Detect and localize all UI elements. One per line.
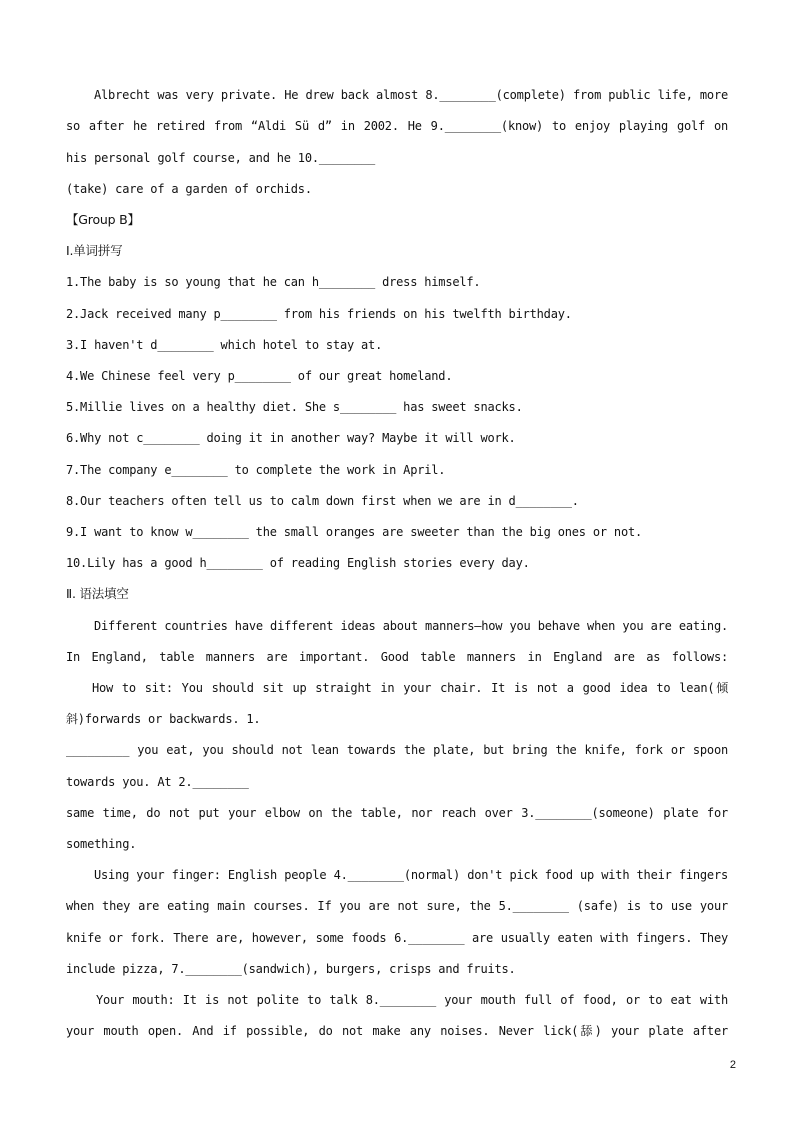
passage-line: Different countries have different ideas about manners—how you behave when you are eating.	[94, 619, 728, 633]
passage-line: knife or fork. There are, however, some foods 6.________ are usually eaten with fingers. They	[66, 931, 728, 945]
exercise-item: 9.I want to know w________ the small oranges are sweeter than the big ones or not.	[66, 525, 643, 539]
passage-line: How to sit: You should sit up straight in your chair. It is not a good idea to lean(倾	[92, 681, 728, 695]
passage-line: include pizza, 7.________(sandwich), burgers, crisps and fruits.	[66, 962, 516, 976]
exercise-item: 2.Jack received many p________ from his friends on his twelfth birthday.	[66, 307, 572, 321]
exercise-item: 1.The baby is so young that he can h________ dress himself.	[66, 275, 481, 289]
exercise-item: 6.Why not c________ doing it in another way? Maybe it will work.	[66, 431, 516, 445]
exercise-item: 5.Millie lives on a healthy diet. She s________ has sweet snacks.	[66, 400, 523, 414]
paragraph-line: (take) care of a garden of orchids.	[66, 182, 312, 196]
exercise-item: 10.Lily has a good h________ of reading English stories every day.	[66, 556, 530, 570]
page-number: 2	[729, 1059, 736, 1071]
section-2-title: Ⅱ. 语法填空	[66, 586, 129, 601]
exercise-item: 4.We Chinese feel very p________ of our great homeland.	[66, 369, 453, 383]
passage-line: In England, table manners are important. Good table manners in England are as follows:	[66, 650, 728, 664]
exercise-item: 3.I haven't d________ which hotel to stay at.	[66, 338, 383, 352]
exercise-item: 7.The company e________ to complete the work in April.	[66, 463, 446, 477]
passage-line: Your mouth: It is not polite to talk 8.________ your mouth full of food, or to eat with	[96, 993, 728, 1007]
paragraph-line: so after he retired from “Aldi Sü d” in 2002. He 9.________(know) to enjoy playing golf on	[66, 119, 728, 133]
section-1-title: Ⅰ.单词拼写	[66, 243, 123, 258]
paragraph-line: his personal golf course, and he 10.________	[66, 151, 376, 165]
group-b-title: 【Group B】	[66, 212, 140, 227]
passage-line: Using your finger: English people 4.________(normal) don't pick food up with their fingers	[94, 868, 728, 882]
passage-line: _________ you eat, you should not lean towards the plate, but bring the knife, fork or spoon	[66, 743, 728, 757]
passage-line: towards you. At 2.________	[66, 775, 249, 789]
passage-line: something.	[66, 837, 137, 851]
passage-line: 斜)forwards or backwards. 1.	[66, 712, 261, 726]
exercise-item: 8.Our teachers often tell us to calm down first when we are in d________.	[66, 494, 579, 508]
passage-line: when they are eating main courses. If you are not sure, the 5.________ (safe) is to use your	[66, 899, 728, 913]
paragraph-line: Albrecht was very private. He drew back almost 8.________(complete) from public life, more	[94, 88, 728, 102]
passage-line: same time, do not put your elbow on the table, nor reach over 3.________(someone) plate for	[66, 806, 728, 820]
passage-line: your mouth open. And if possible, do not make any noises. Never lick(舔) your plate after	[66, 1024, 728, 1038]
